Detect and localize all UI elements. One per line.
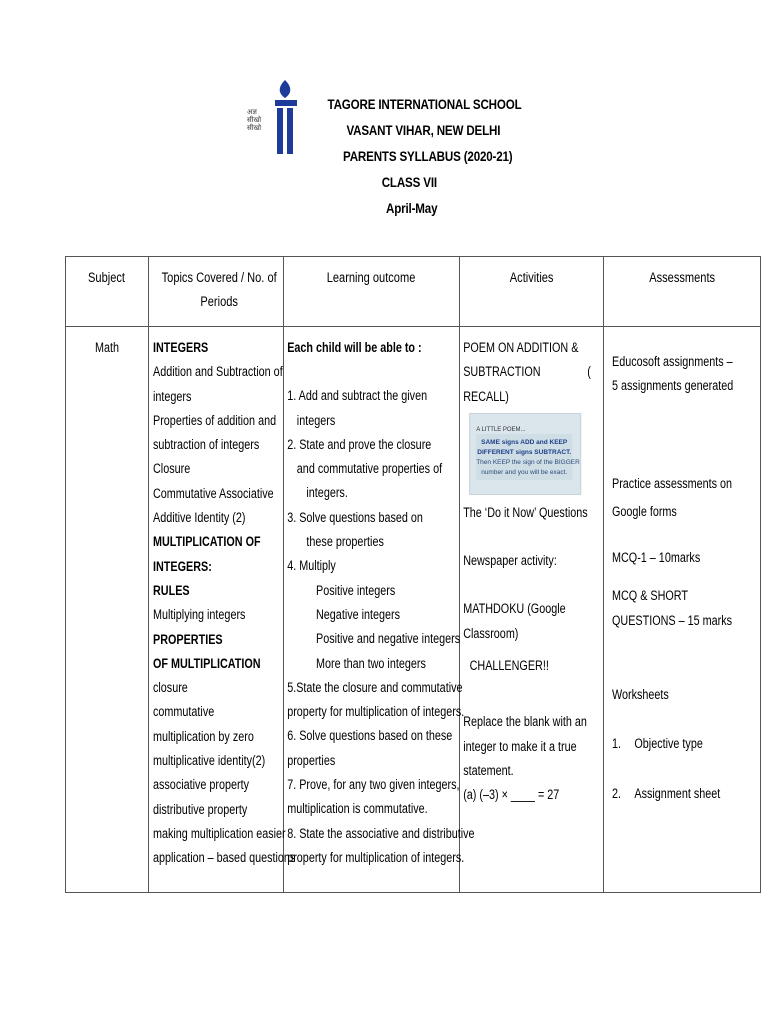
topic-line: RULES [153, 582, 190, 598]
header-activities-label: Activities [509, 270, 554, 285]
poem-image-line: DIFFERENT signs SUBTRACT. [477, 448, 572, 456]
assessment-practice: Google forms [612, 503, 677, 519]
school-name: TAGORE INTERNATIONAL SCHOOL [327, 97, 522, 112]
learning-outcome-line: 1. Add and subtract the given [287, 388, 428, 404]
topic-line: Properties of addition and [153, 412, 277, 428]
assessment-item-number: 1. [612, 736, 622, 752]
learning-outcome-line: 3. Solve questions based on [287, 509, 423, 525]
page-header [300, 92, 522, 222]
learning-outcome-line: Positive and negative integers [316, 631, 461, 647]
topic-line: MULTIPLICATION OF [153, 534, 261, 550]
topic-line: distributive property [153, 801, 248, 817]
table-row-math [66, 327, 761, 893]
assessment-item-number: 2. [612, 785, 622, 801]
learning-outcome-line: Positive integers [316, 582, 396, 598]
learning-outcome-line: multiplication is commutative. [287, 801, 428, 817]
learning-outcome-line: these properties [306, 534, 384, 550]
header-assessments [604, 257, 761, 327]
header-subject-label: Subject [88, 270, 126, 285]
topic-line: Addition and Subtraction of [153, 364, 283, 380]
learning-outcome-line: 4. Multiply [287, 558, 336, 574]
logo-hindi-text [247, 108, 261, 132]
topic-line: integers [153, 388, 192, 404]
assessment-mcq1: MCQ-1 – 10marks [612, 550, 701, 566]
activity-poem-line: RECALL) [463, 388, 509, 404]
topic-line: subtraction of integers [153, 437, 260, 453]
cell-activities [460, 327, 604, 893]
learning-outcome-line [287, 360, 424, 384]
assessment-worksheets: Worksheets [612, 687, 669, 703]
poem-image-card [476, 434, 580, 480]
learning-outcome-line: integers [296, 412, 336, 428]
learning-outcome-line: Each child will be able to : [287, 340, 422, 355]
topic-line: making multiplication easier [153, 825, 286, 841]
school-location: VASANT VIHAR, NEW DELHI [346, 123, 501, 138]
learning-outcome-line: and commutative properties of [296, 461, 443, 477]
topic-line: INTEGERS: [153, 558, 212, 574]
logo-text-line: सीखो [247, 116, 262, 124]
class-title: CLASS VII [381, 175, 437, 190]
activity-poem-paren: ( [587, 364, 591, 380]
topic-line: PROPERTIES [153, 631, 223, 647]
poem-image-line: Then KEEP the sign of the BIGGER [476, 458, 580, 466]
header-topics-line2: Periods [200, 294, 238, 309]
activity-mathdoku: MATHDOKU (Google [463, 601, 566, 617]
topics-list [149, 327, 296, 871]
poem-image-line: number and you will be exact. [481, 468, 568, 476]
topic-line: Commutative Associative [153, 485, 274, 501]
logo-text-line: अज्ञ [247, 108, 257, 116]
cell-topics [149, 327, 296, 893]
activity-newspaper: Newspaper activity: [463, 553, 557, 569]
activity-challenger: CHALLENGER!! [469, 658, 549, 674]
topic-line: multiplicative identity(2) [153, 753, 266, 769]
assessment-mcq-short: MCQ & SHORT [612, 588, 689, 604]
header-topics-label [162, 257, 277, 314]
poem-image [469, 413, 581, 495]
header-learning [284, 257, 460, 327]
activity-replace: (a) (–3) × ____ = 27 [463, 787, 560, 803]
topic-line: Additive Identity (2) [153, 510, 246, 526]
learning-outcome-line: 2. State and prove the closure [287, 436, 432, 452]
learning-outcome-line: properties [287, 752, 336, 768]
topic-line: closure [153, 680, 188, 696]
learning-outcome-line: More than two integers [316, 655, 426, 671]
learning-outcome-line: integers. [306, 485, 348, 501]
activity-poem-line: POEM ON ADDITION & [463, 340, 579, 355]
syllabus-title: PARENTS SYLLABUS (2020-21) [343, 149, 513, 164]
table-header-row [66, 257, 761, 327]
header-subject [66, 257, 149, 327]
learning-outcome-line: property for multiplication of integers. [287, 704, 465, 720]
activity-replace: Replace the blank with an [463, 714, 587, 730]
logo-text-line: सीखो [247, 124, 262, 132]
learning-outcome-line: Negative integers [316, 606, 401, 622]
topic-line: Closure [153, 461, 191, 477]
learning-outcome-line: 5.State the closure and commutative [287, 679, 463, 695]
header-learning-label: Learning outcome [327, 270, 416, 285]
activity-poem-text: SUBTRACTION [463, 364, 541, 380]
term-title: April-May [386, 201, 438, 216]
subject-name: Math [94, 340, 119, 355]
learning-outcome-line: 7. Prove, for any two given integers, [287, 777, 460, 793]
learning-outcome-line: 8. State the associative and distributive [287, 825, 475, 841]
poem-image-line: SAME signs ADD and KEEP [481, 438, 568, 446]
header-topics-line1: Topics Covered / No. of [161, 270, 277, 285]
topic-line: Multiplying integers [153, 607, 246, 623]
assessment-mcq-short: QUESTIONS – 15 marks [612, 612, 733, 628]
topic-line: associative property [153, 777, 250, 793]
learning-outcome-line: property for multiplication of integers. [287, 849, 465, 865]
topic-line: commutative [153, 704, 215, 720]
assessment-item [612, 782, 729, 806]
assessment-item [612, 732, 729, 756]
header-topics [149, 257, 284, 327]
activities-list [460, 327, 591, 808]
topic-line: application – based questions [153, 850, 296, 866]
school-logo [247, 78, 302, 158]
syllabus-table [65, 256, 761, 893]
cell-subject [66, 327, 149, 893]
activity-poem-line [463, 360, 591, 384]
activity-do-it-now: The ‘Do it Now’ Questions [463, 504, 588, 520]
header-activities [460, 257, 604, 327]
topic-line: OF MULTIPLICATION [153, 655, 261, 671]
activity-replace: statement. [463, 762, 514, 778]
assessment-educosoft: Educosoft assignments – [612, 354, 733, 369]
learning-list [284, 327, 475, 870]
assessment-practice: Practice assessments on [612, 475, 733, 491]
poem-image-caption: A LITTLE POEM... [476, 426, 526, 433]
assessment-item-label: Objective type [634, 736, 703, 752]
assessments-list [604, 327, 734, 806]
activity-mathdoku: Classroom) [463, 625, 519, 641]
cell-assessments [604, 327, 761, 893]
cell-learning [284, 327, 475, 893]
topic-line: multiplication by zero [153, 728, 254, 744]
activity-replace: integer to make it a true [463, 738, 577, 754]
assessment-item-label: Assignment sheet [634, 785, 721, 801]
topic-line: INTEGERS [153, 340, 209, 355]
assessment-educosoft: 5 assignments generated [612, 378, 734, 394]
learning-outcome-line: 6. Solve questions based on these [287, 728, 453, 744]
header-assessments-label: Assessments [649, 270, 715, 285]
